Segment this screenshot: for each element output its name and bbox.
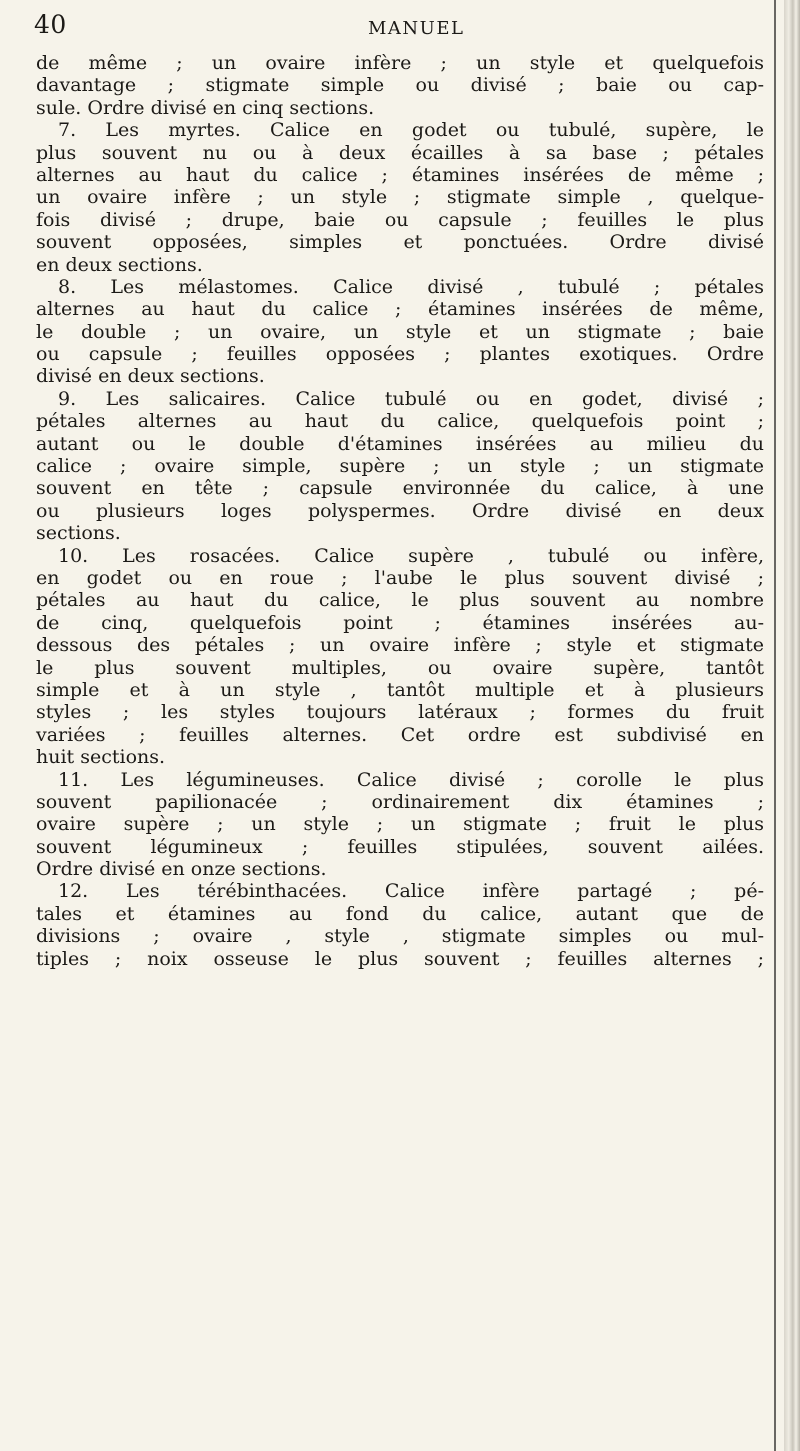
text-line: dessous des pétales ; un ovaire infère ; style et stigmate xyxy=(36,634,764,657)
text-line: sule. Ordre divisé en cinq sections. xyxy=(36,96,375,119)
page-number: 40 xyxy=(34,10,67,39)
text-line: de même ; un ovaire infère ; un style et quelquefois xyxy=(36,52,764,74)
text-line: huit sections. xyxy=(36,746,166,769)
text-line: souvent papilionacée ; ordinairement dix étamines ; xyxy=(36,790,764,813)
text-line: davantage ; stigmate simple ou divisé ; baie ou cap- xyxy=(36,74,764,97)
section-8-start: 8. Les mélastomes. Calice divisé , tubulé ; pétales xyxy=(58,275,764,298)
text-line: alternes au haut du calice ; étamines insérées de même ; xyxy=(36,163,764,186)
text-line: ou plusieurs loges polyspermes. Ordre divisé en deux xyxy=(36,499,764,522)
text-line: le double ; un ovaire, un style et un stigmate ; baie xyxy=(36,320,764,343)
text-line: de cinq, quelquefois point ; étamines insérées au- xyxy=(36,611,764,634)
binding-shadow-line xyxy=(774,0,776,1451)
text-line: souvent légumineux ; feuilles stipulées, souvent ailées. xyxy=(36,835,764,858)
text-line: ou capsule ; feuilles opposées ; plantes exotiques. Ordre xyxy=(36,343,764,366)
text-line: ovaire supère ; un style ; un stigmate ; fruit le plus xyxy=(36,813,764,836)
text-line: en deux sections. xyxy=(36,253,203,276)
page-edge xyxy=(784,0,800,1451)
text-line: souvent opposées, simples et ponctuées. Ordre divisé xyxy=(36,231,764,254)
text-line: divisé en deux sections. xyxy=(36,365,265,388)
text-line: tales et étamines au fond du calice, autant que de xyxy=(36,902,764,925)
text-line: fois divisé ; drupe, baie ou capsule ; feuilles le plus xyxy=(36,208,764,231)
text-line: Ordre divisé en onze sections. xyxy=(36,858,327,881)
text-line: sections. xyxy=(36,522,121,545)
text-line: le plus souvent multiples, ou ovaire supère, tantôt xyxy=(36,656,764,679)
text-line: souvent en tête ; capsule environnée du calice, à une xyxy=(36,477,764,500)
text-line: pétales alternes au haut du calice, quelquefois point ; xyxy=(36,410,764,433)
section-11-start: 11. Les légumineuses. Calice divisé ; corolle le plus xyxy=(58,768,764,791)
running-head: MANUEL xyxy=(368,18,465,39)
text-line: plus souvent nu ou à deux écailles à sa base ; pétales xyxy=(36,141,764,164)
text-line: un ovaire infère ; un style ; stigmate simple , quelque- xyxy=(36,186,764,209)
text-line: styles ; les styles toujours latéraux ; formes du fruit xyxy=(36,701,764,724)
text-line: variées ; feuilles alternes. Cet ordre est subdivisé en xyxy=(36,723,764,746)
text-line: divisions ; ovaire , style , stigmate simples ou mul- xyxy=(36,925,764,948)
text-line: pétales au haut du calice, le plus souvent au nombre xyxy=(36,589,764,612)
text-line: alternes au haut du calice ; étamines insérées de même, xyxy=(36,298,764,321)
text-line: autant ou le double d'étamines insérées au milieu du xyxy=(36,432,764,455)
text-line: simple et à un style , tantôt multiple et à plusieurs xyxy=(36,678,764,701)
text-line: en godet ou en roue ; l'aube le plus souvent divisé ; xyxy=(36,566,764,589)
section-9-start: 9. Les salicaires. Calice tubulé ou en godet, divisé ; xyxy=(58,387,764,410)
text-line: calice ; ovaire simple, supère ; un style ; un stigmate xyxy=(36,455,764,478)
section-7-start: 7. Les myrtes. Calice en godet ou tubulé, supère, le xyxy=(58,119,764,142)
section-10-start: 10. Les rosacées. Calice supère , tubulé ou infère, xyxy=(58,544,764,567)
page-header xyxy=(34,10,740,50)
section-12-start: 12. Les térébinthacées. Calice infère partagé ; pé- xyxy=(58,880,764,903)
body-text xyxy=(36,52,764,970)
text-line: tiples ; noix osseuse le plus souvent ; feuilles alternes ; xyxy=(36,947,764,970)
